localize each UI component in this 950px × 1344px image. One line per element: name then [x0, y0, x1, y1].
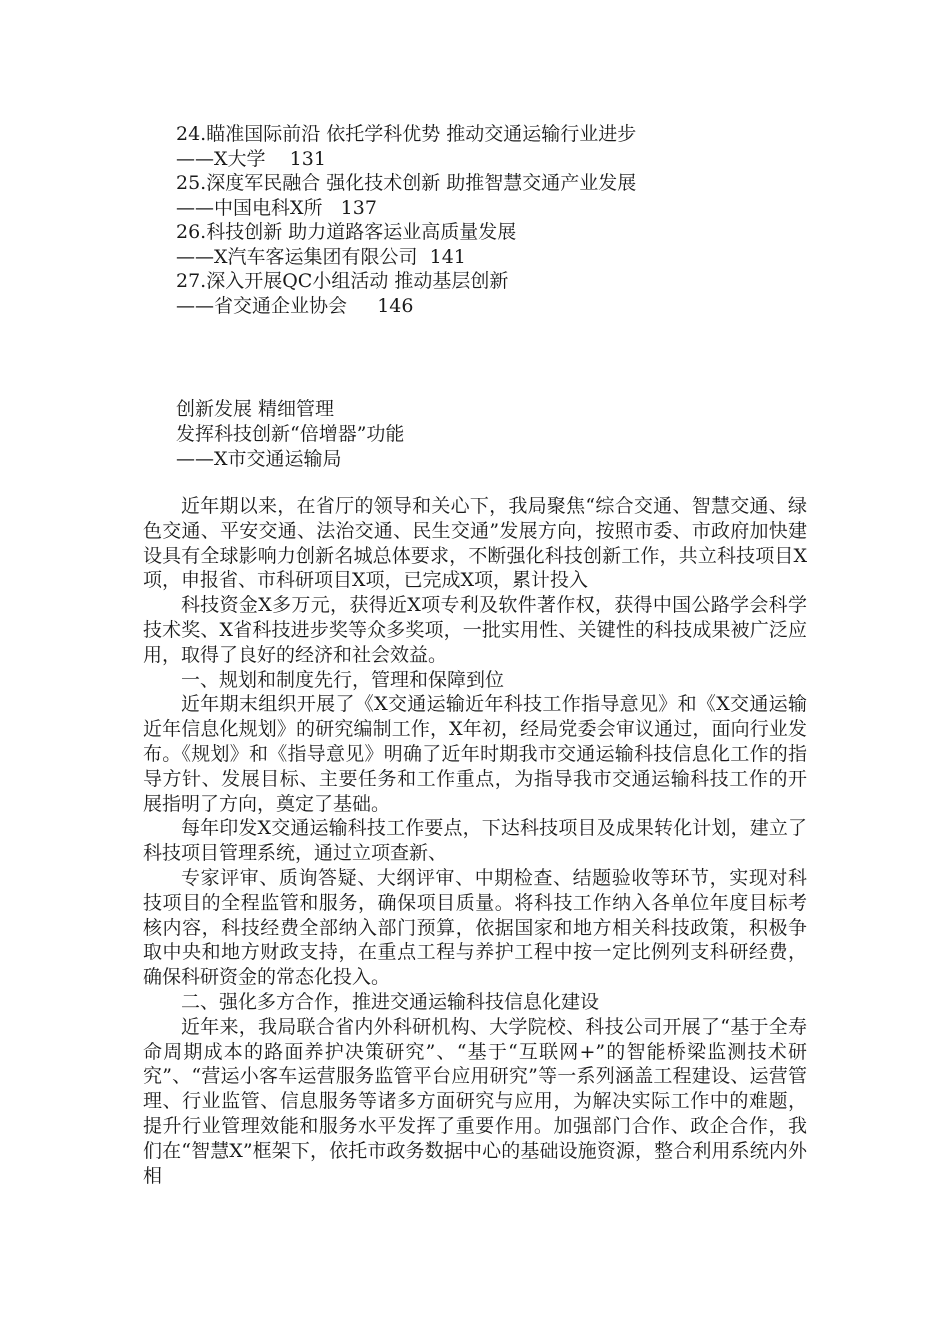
- toc-entry-25-source: ——中国电科X所 137: [176, 196, 377, 219]
- paragraph: 近年期以来，在省厅的领导和关心下，我局聚焦“综合交通、智慧交通、绿色交通、平安交通、法治交通、民生交通”发展方向，按照市委、市政府加快建设具有全球影响力创新名城总体要求，不断强化科技创新工作，共立科技项目X项，申报省、市科研项目X项，已完成X项，累计投入: [143, 495, 807, 592]
- article-author: ——X市交通运输局: [176, 448, 342, 470]
- section-heading: 二、强化多方合作，推进交通运输科技信息化建设: [181, 990, 600, 1013]
- toc-entry-24-source: ——X大学 131: [176, 147, 326, 170]
- article-heading: [176, 397, 816, 472]
- paragraph: 每年印发X交通运输科技工作要点，下达科技项目及成果转化计划，建立了科技项目管理系统，通过立项查新、: [143, 817, 807, 865]
- table-of-contents: [176, 122, 816, 318]
- paragraph: 专家评审、质询答疑、大纲评审、中期检查、结题验收等环节，实现对科技项目的全程监管和服务，确保项目质量。将科技工作纳入各单位年度目标考核内容，科技经费全部纳入部门预算，依据国家和地方相关科技政策，积极争取中央和地方财政支持，在重点工程与养护工程中按一定比例列支科研经费，确保科研资金的常态化投入。: [143, 866, 807, 989]
- article-title-line-1: 创新发展 精细管理: [176, 398, 335, 420]
- toc-entry-26-source: ——X汽车客运集团有限公司 141: [176, 245, 466, 268]
- toc-entry-24-title: 24.瞄准国际前沿 依托学科优势 推动交通运输行业进步: [176, 123, 637, 145]
- toc-entry-25-title: 25.深度军民融合 强化技术创新 助推智慧交通产业发展: [176, 172, 637, 194]
- paragraph: 近年期末组织开展了《X交通运输近年科技工作指导意见》和《X交通运输近年信息化规划》的研究编制工作，X年初，经局党委会审议通过，面向行业发布。《规划》和《指导意见》明确了近年时期我市交通运输科技信息化工作的指导方针、发展目标、主要任务和工作重点，为指导我市交通运输科技工作的开展指明了方向，奠定了基础。: [143, 693, 807, 815]
- paragraph: 近年来，我局联合省内外科研机构、大学院校、科技公司开展了“基于全寿命周期成本的路面养护决策研究”、“基于“互联网+”的智能桥梁监测技术研究”、“营运小客车运营服务监管平台应用研究”等一系列涵盖工程建设、运营管理、行业监管、信息服务等诸多方面研究与应用，为解决实际工作中的难题，提升行业管理效能和服务水平发挥了重要作用。加强部门合作、政企合作，我们在“智慧X”框架下，依托市政务数据中心的基础设施资源，整合利用系统内外相: [143, 1015, 807, 1187]
- toc-entry-26-title: 26.科技创新 助力道路客运业高质量发展: [176, 221, 517, 243]
- toc-entry-27-title: 27.深入开展QC小组活动 推动基层创新: [176, 270, 509, 292]
- section-heading: 一、规划和制度先行，管理和保障到位: [181, 668, 505, 691]
- toc-entry-27-source: ——省交通企业协会 146: [176, 294, 414, 317]
- article-body: [143, 494, 807, 1188]
- paragraph: 科技资金X多万元，获得近X项专利及软件著作权，获得中国公路学会科学技术奖、X省科技进步奖等众多奖项，一批实用性、关键性的科技成果被广泛应用，取得了良好的经济和社会效益。: [143, 594, 807, 666]
- article-title-line-2: 发挥科技创新“倍增器”功能: [176, 423, 405, 445]
